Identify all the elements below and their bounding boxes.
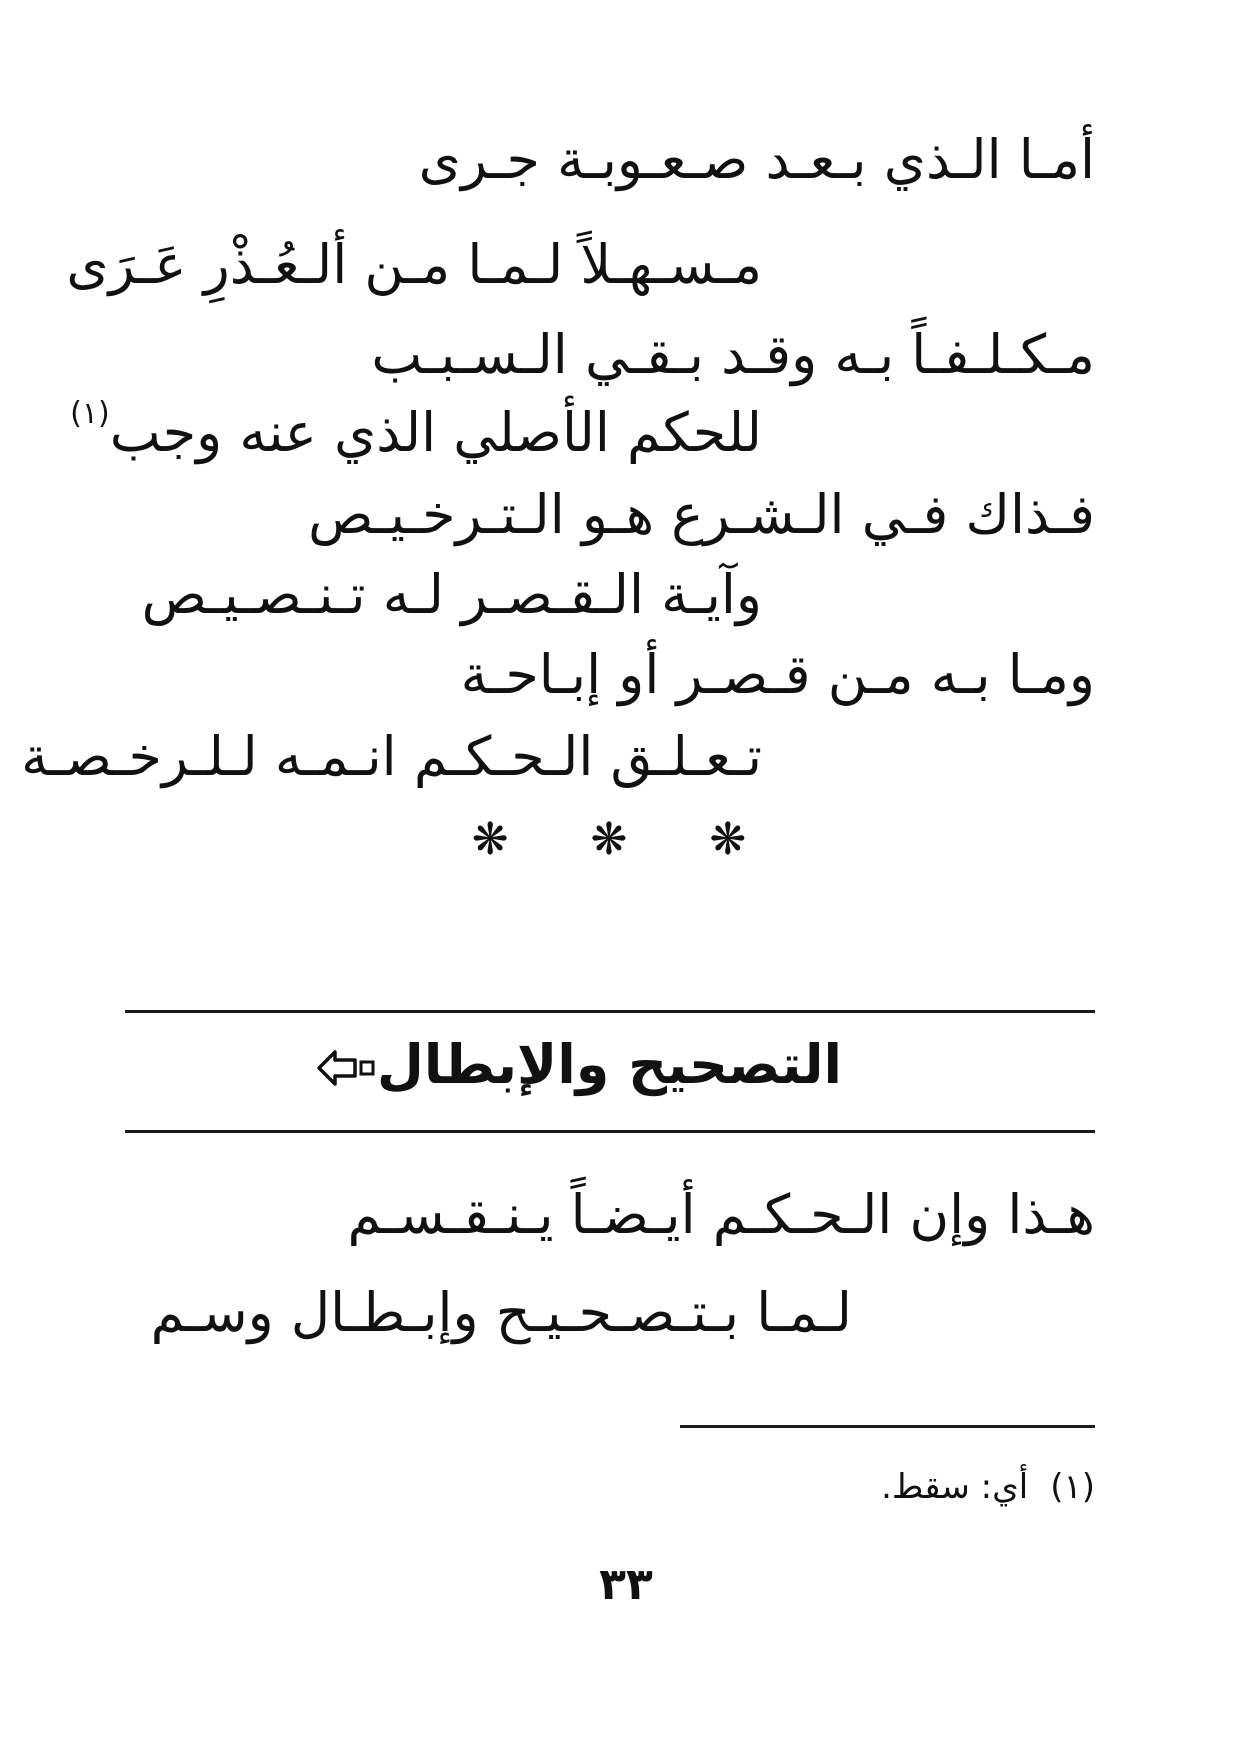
section-heading — [301, 1030, 842, 1100]
verse-1-first-hemistich: أمـا الـذي بـعـد صـعـوبـة جـرى — [418, 128, 1095, 191]
footnote — [881, 1462, 1095, 1512]
verse-4-second-hemistich: تـعـلـق الـحـكـم انـمـه لـلـرخـصـة — [21, 725, 762, 788]
verse-3-second-hemistich: وآيـة الـقـصـر لـه تـنـصـيـص — [141, 563, 762, 626]
section-verse-1-second-hemistich: لـمـا بـتـصـحـيـح وإبـطـال وسـم — [150, 1281, 852, 1344]
footnote-number: (١) — [1050, 1467, 1095, 1507]
verse-2-second-hemistich-text: للحكم الأصلي الذي عنه وجب — [109, 401, 762, 464]
heading-top-rule — [125, 1010, 1095, 1013]
section-separator-stars: ❋ ❋ ❋ — [471, 814, 781, 865]
section-verse-1-first-hemistich: هـذا وإن الـحـكـم أيـضـاً يـنـقـسـم — [347, 1183, 1095, 1246]
footnote-reference-marker: (١) — [70, 396, 110, 431]
page-number: ٣٣ — [599, 1559, 653, 1610]
footnote-text: أي: سقط. — [881, 1467, 1029, 1507]
arrow-pointer-icon — [315, 1048, 377, 1088]
verse-2-first-hemistich: مـكـلـفـاً بـه وقـد بـقـي الـسـبـب — [371, 323, 1095, 386]
verse-2-second-hemistich — [70, 398, 762, 468]
verse-1-second-hemistich: مـسـهـلاً لـمـا مـن ألـعُـذْرِ عَـرَى — [66, 233, 762, 296]
heading-bottom-rule — [125, 1130, 1095, 1133]
verse-3-first-hemistich: فـذاك فـي الـشـرع هـو الـتـرخـيـص — [308, 483, 1095, 546]
verse-4-first-hemistich: ومـا بـه مـن قـصـر أو إبـاحـة — [460, 643, 1095, 706]
footnote-rule — [680, 1425, 1095, 1428]
section-heading-title: التصحيح والإبطال — [376, 1033, 842, 1096]
